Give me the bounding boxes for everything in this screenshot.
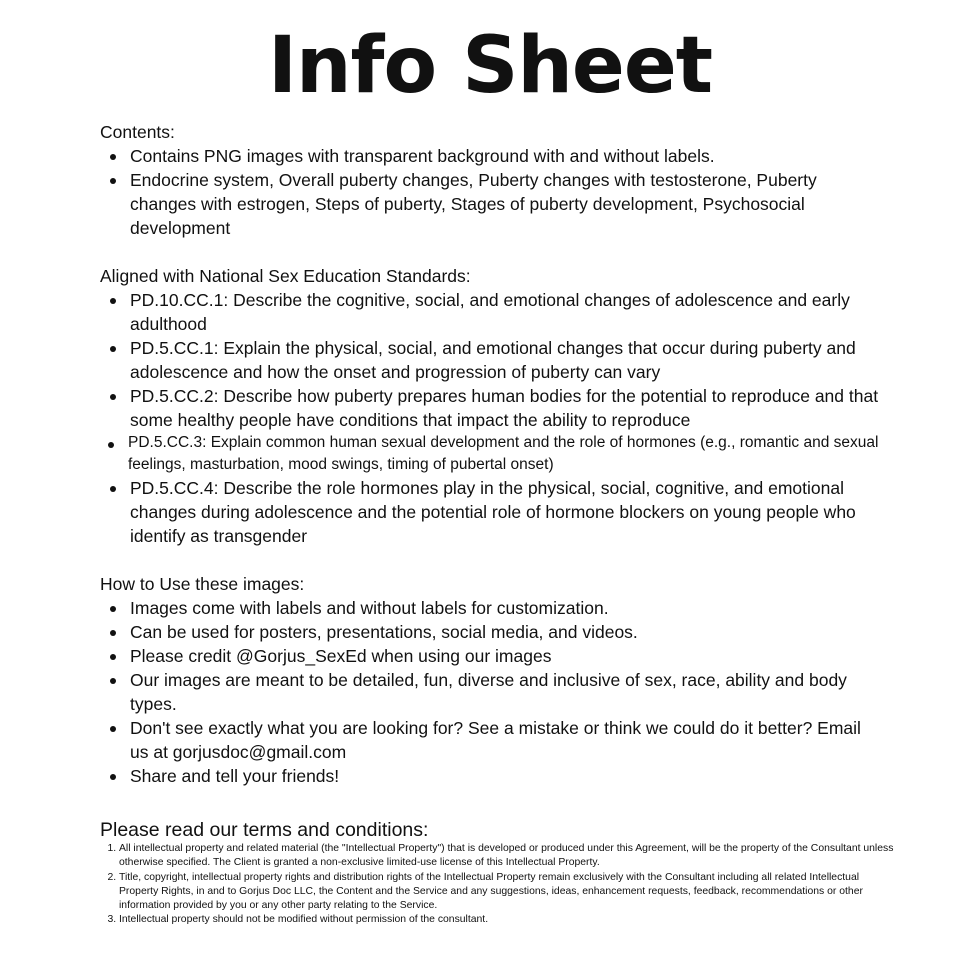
terms-item: 2. Title, copyright, intellectual property rights and distribution rights of the Intellectual Property remain exclusively with the Consultant including all related Intellectual Property Rights, in and to Gorjus Doc LLC, the Content and the Service and any suggestions, ideas, enhancement requests, feedback, recommendations or other information provided by you or any other party relating to the Service. [119,871,895,914]
page-title: Info Sheet [267,21,713,111]
standard-item: PD.5.CC.3: Explain common human sexual development and the role of hormones (e.g., romantic and sexual feelings, masturbation, mood swings, timing of pubertal onset) [128,432,880,476]
usage-item: Our images are meant to be detailed, fun, diverse and inclusive of sex, race, ability and body types. [130,668,880,716]
contents-item: Contains PNG images with transparent background with and without labels. [130,144,880,168]
usage-item: Don't see exactly what you are looking for? See a mistake or think we could do it better? Email us at gorjusdoc@gmail.com [130,716,880,764]
usage-item: Share and tell your friends! [130,764,880,788]
usage-item: Can be used for posters, presentations, social media, and videos. [130,620,880,644]
usage-list [100,596,880,788]
contents-item: Endocrine system, Overall puberty changes, Puberty changes with testosterone, Puberty changes with estrogen, Steps of puberty, Stages of puberty development, Psychosocial development [130,168,880,240]
standard-item: PD.5.CC.1: Explain the physical, social, and emotional changes that occur during puberty and adolescence and how the onset and progression of puberty can vary [130,336,880,384]
contents-heading: Contents: [100,122,175,142]
terms-item: 3. Intellectual property should not be modified without permission of the consultant. [119,913,895,927]
info-content [100,120,894,928]
section-gap [100,788,880,818]
standard-item: PD.5.CC.2: Describe how puberty prepares human bodies for the potential to reproduce and that some healthy people have conditions that impact the ability to reproduce [130,386,879,430]
standards-heading: Aligned with National Sex Education Standards: [100,266,471,286]
terms-item: 1. All intellectual property and related material (the "Intellectual Property") that is developed or produced under this Agreement, will be the property of the Consultant unless otherwise specified. The Client is granted a non-exclusive limited-use license of this Intellectual Property. [119,842,895,871]
contents-list [100,144,880,240]
standards-list [100,288,880,548]
standard-item: PD.5.CC.4: Describe the role hormones play in the physical, social, cognitive, and emotional changes during adolescence and the potential role of hormone blockers on young people who identify as transgender [130,476,880,548]
terms-heading: Please read our terms and conditions: [100,819,429,841]
usage-item: Images come with labels and without labels for customization. [130,596,880,620]
terms-list [100,842,895,928]
section-gap [100,240,880,264]
standard-item: PD.10.CC.1: Describe the cognitive, social, and emotional changes of adolescence and early adulthood [130,288,880,336]
usage-item: Please credit @Gorjus_SexEd when using our images [130,644,880,668]
usage-heading: How to Use these images: [100,574,305,594]
section-gap [100,548,880,572]
